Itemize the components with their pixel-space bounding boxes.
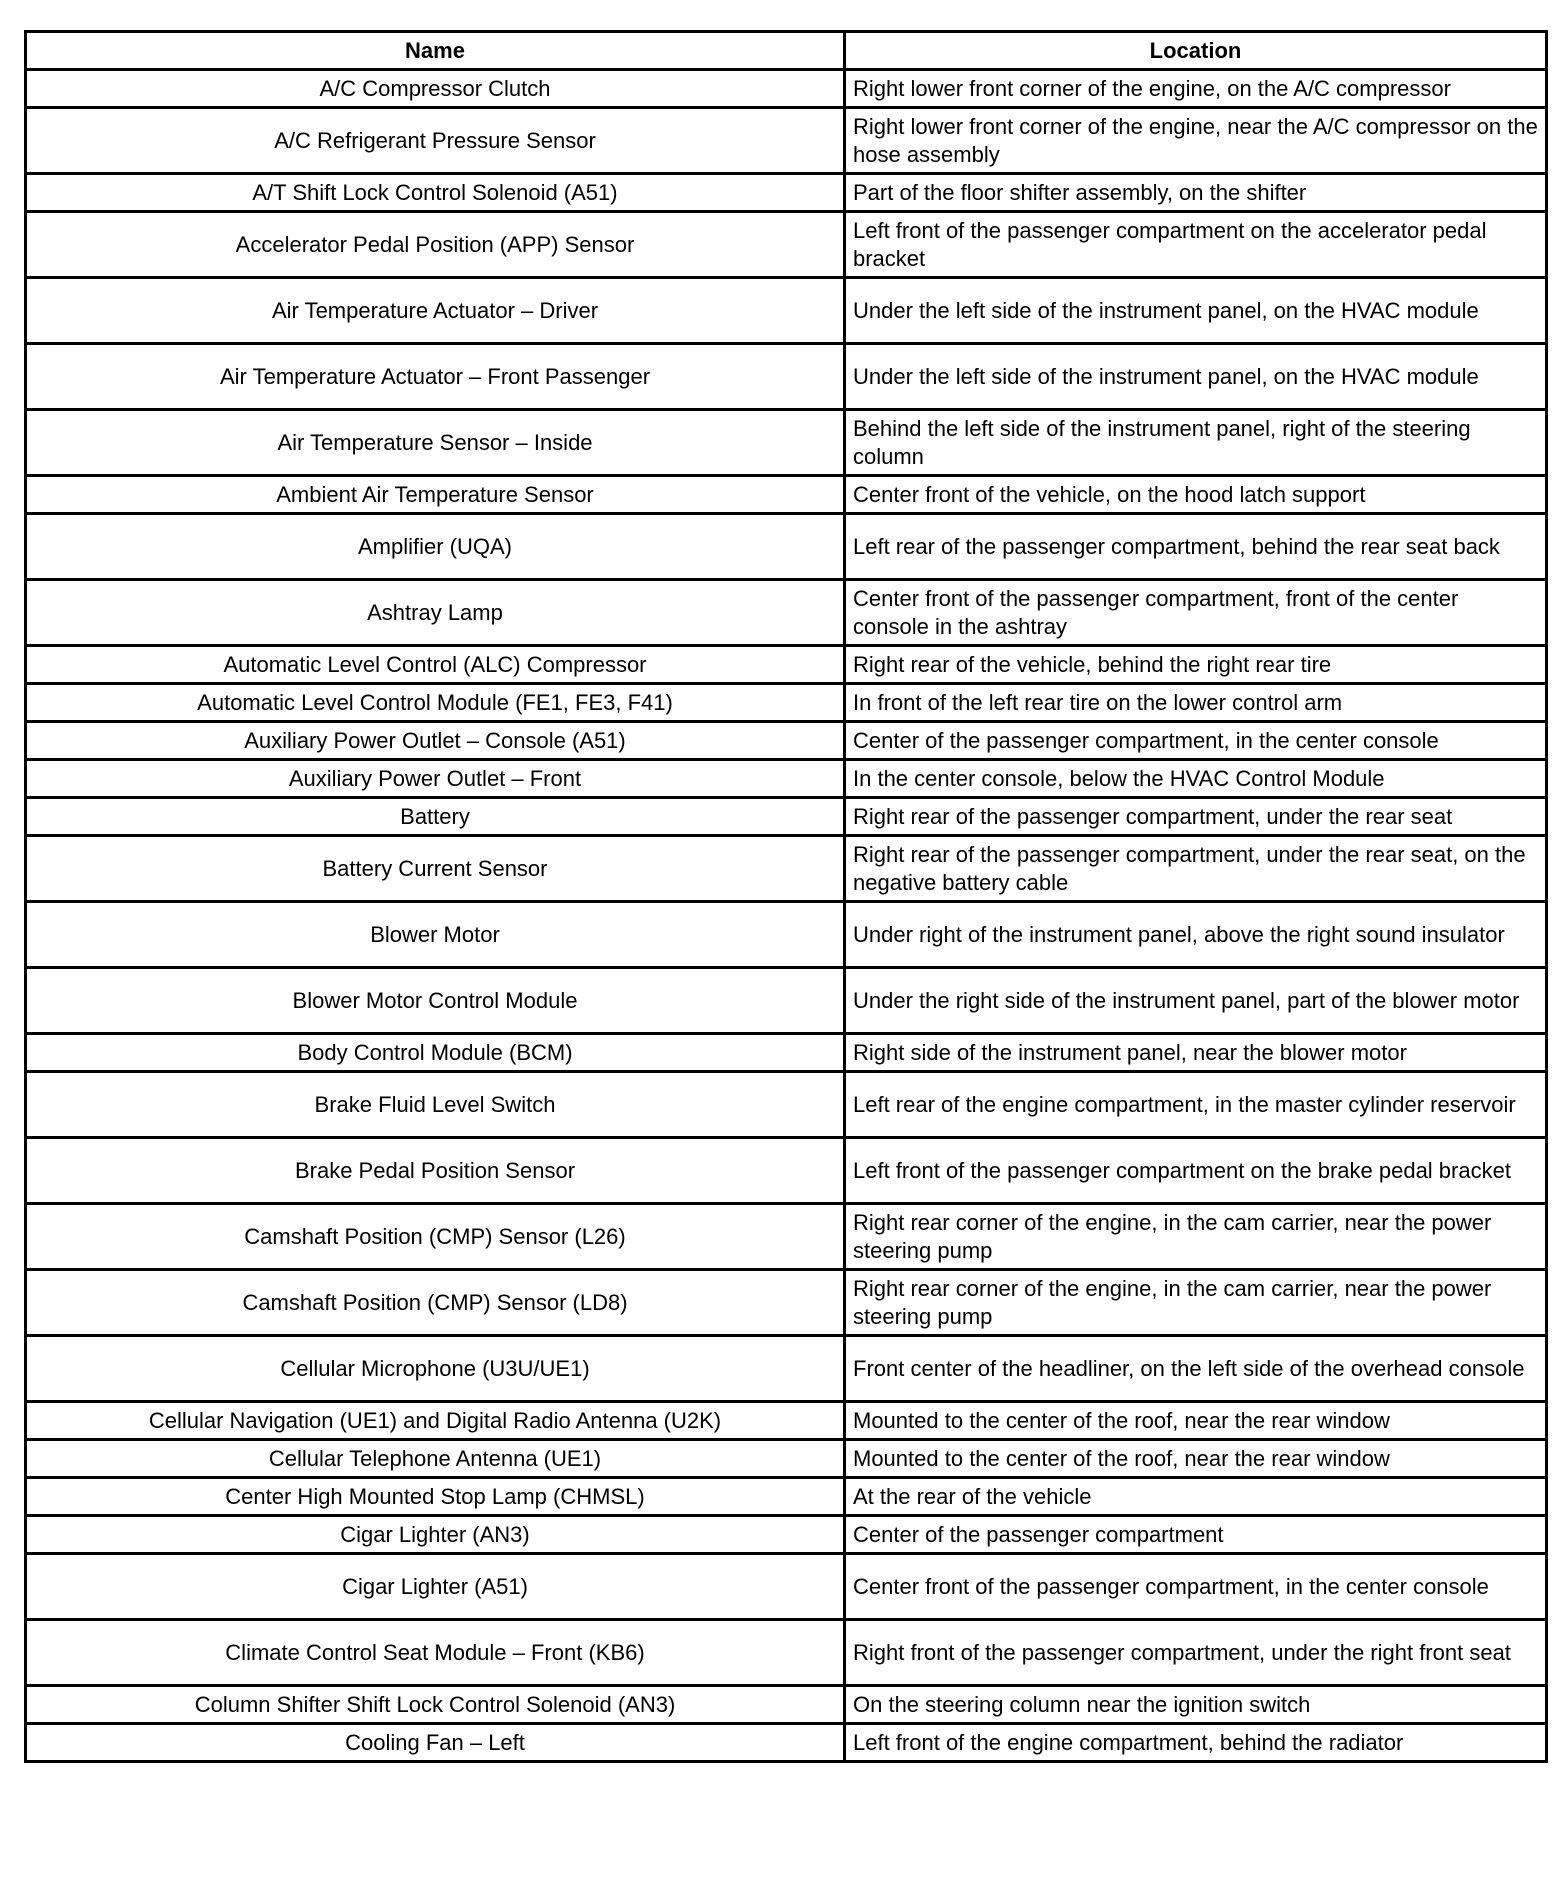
row-location: Right rear of the vehicle, behind the right rear tire — [845, 646, 1547, 684]
table-row — [26, 1072, 1547, 1138]
row-name: Cellular Telephone Antenna (UE1) — [26, 1440, 845, 1478]
table-row — [26, 836, 1547, 902]
row-name: Battery Current Sensor — [26, 836, 845, 902]
row-location: Right front of the passenger compartment, under the right front seat — [845, 1620, 1547, 1686]
table-row — [26, 1686, 1547, 1724]
table-row — [26, 1516, 1547, 1554]
table-row — [26, 212, 1547, 278]
table-row — [26, 1554, 1547, 1620]
row-location: Center of the passenger compartment, in the center console — [845, 722, 1547, 760]
table-row — [26, 902, 1547, 968]
row-location: Left front of the engine compartment, behind the radiator — [845, 1724, 1547, 1762]
row-name: Automatic Level Control Module (FE1, FE3, F41) — [26, 684, 845, 722]
row-location: Right rear corner of the engine, in the cam carrier, near the power steering pump — [845, 1204, 1547, 1270]
row-name: A/T Shift Lock Control Solenoid (A51) — [26, 174, 845, 212]
row-location: Right lower front corner of the engine, on the A/C compressor — [845, 70, 1547, 108]
row-location: Under the right side of the instrument panel, part of the blower motor — [845, 968, 1547, 1034]
table-row — [26, 1440, 1547, 1478]
row-name: Cellular Microphone (U3U/UE1) — [26, 1336, 845, 1402]
row-name: Cigar Lighter (A51) — [26, 1554, 845, 1620]
row-location: Under the left side of the instrument panel, on the HVAC module — [845, 344, 1547, 410]
table-row — [26, 1034, 1547, 1072]
row-location: Right rear of the passenger compartment, under the rear seat — [845, 798, 1547, 836]
table-header-row — [26, 32, 1547, 70]
row-name: A/C Compressor Clutch — [26, 70, 845, 108]
row-name: Air Temperature Actuator – Front Passenger — [26, 344, 845, 410]
row-name: Air Temperature Actuator – Driver — [26, 278, 845, 344]
table-row — [26, 344, 1547, 410]
row-name: Camshaft Position (CMP) Sensor (L26) — [26, 1204, 845, 1270]
row-name: Brake Pedal Position Sensor — [26, 1138, 845, 1204]
row-location: Right rear of the passenger compartment, under the rear seat, on the negative battery cable — [845, 836, 1547, 902]
table-row — [26, 278, 1547, 344]
table-row — [26, 1204, 1547, 1270]
row-location: Under the left side of the instrument panel, on the HVAC module — [845, 278, 1547, 344]
row-name: Ambient Air Temperature Sensor — [26, 476, 845, 514]
row-name: A/C Refrigerant Pressure Sensor — [26, 108, 845, 174]
table-row — [26, 514, 1547, 580]
row-location: Behind the left side of the instrument panel, right of the steering column — [845, 410, 1547, 476]
table-row — [26, 968, 1547, 1034]
table-row — [26, 174, 1547, 212]
row-location: Left front of the passenger compartment on the brake pedal bracket — [845, 1138, 1547, 1204]
row-name: Cigar Lighter (AN3) — [26, 1516, 845, 1554]
row-name: Auxiliary Power Outlet – Console (A51) — [26, 722, 845, 760]
table-row — [26, 1620, 1547, 1686]
row-name: Amplifier (UQA) — [26, 514, 845, 580]
table-row — [26, 1270, 1547, 1336]
row-name: Body Control Module (BCM) — [26, 1034, 845, 1072]
row-name: Accelerator Pedal Position (APP) Sensor — [26, 212, 845, 278]
row-location: Mounted to the center of the roof, near the rear window — [845, 1402, 1547, 1440]
table-row — [26, 646, 1547, 684]
row-name: Automatic Level Control (ALC) Compressor — [26, 646, 845, 684]
row-name: Cooling Fan – Left — [26, 1724, 845, 1762]
table-row — [26, 580, 1547, 646]
table-row — [26, 684, 1547, 722]
row-location: Right lower front corner of the engine, near the A/C compressor on the hose assembly — [845, 108, 1547, 174]
row-location: Left front of the passenger compartment on the accelerator pedal bracket — [845, 212, 1547, 278]
row-name: Cellular Navigation (UE1) and Digital Radio Antenna (U2K) — [26, 1402, 845, 1440]
row-location: Center front of the passenger compartment, in the center console — [845, 1554, 1547, 1620]
component-location-table — [24, 30, 1548, 1763]
row-location: Front center of the headliner, on the left side of the overhead console — [845, 1336, 1547, 1402]
row-location: Part of the floor shifter assembly, on the shifter — [845, 174, 1547, 212]
row-name: Center High Mounted Stop Lamp (CHMSL) — [26, 1478, 845, 1516]
row-location: Under right of the instrument panel, above the right sound insulator — [845, 902, 1547, 968]
row-location: Right side of the instrument panel, near the blower motor — [845, 1034, 1547, 1072]
table-row — [26, 70, 1547, 108]
row-name: Climate Control Seat Module – Front (KB6) — [26, 1620, 845, 1686]
row-location: Center front of the vehicle, on the hood latch support — [845, 476, 1547, 514]
row-name: Blower Motor — [26, 902, 845, 968]
table-row — [26, 798, 1547, 836]
row-location: In the center console, below the HVAC Control Module — [845, 760, 1547, 798]
row-location: At the rear of the vehicle — [845, 1478, 1547, 1516]
row-name: Battery — [26, 798, 845, 836]
row-name: Brake Fluid Level Switch — [26, 1072, 845, 1138]
table-row — [26, 1336, 1547, 1402]
table-row — [26, 410, 1547, 476]
row-location: Right rear corner of the engine, in the cam carrier, near the power steering pump — [845, 1270, 1547, 1336]
table-row — [26, 760, 1547, 798]
table-row — [26, 476, 1547, 514]
row-name: Blower Motor Control Module — [26, 968, 845, 1034]
table-row — [26, 722, 1547, 760]
row-location: Center front of the passenger compartment, front of the center console in the ashtray — [845, 580, 1547, 646]
row-name: Camshaft Position (CMP) Sensor (LD8) — [26, 1270, 845, 1336]
row-location: Left rear of the passenger compartment, behind the rear seat back — [845, 514, 1547, 580]
row-name: Auxiliary Power Outlet – Front — [26, 760, 845, 798]
row-name: Column Shifter Shift Lock Control Solenoid (AN3) — [26, 1686, 845, 1724]
row-location: In front of the left rear tire on the lower control arm — [845, 684, 1547, 722]
row-name: Air Temperature Sensor – Inside — [26, 410, 845, 476]
header-name: Name — [26, 32, 845, 70]
table-row — [26, 1478, 1547, 1516]
table-row — [26, 1724, 1547, 1762]
table-row — [26, 1402, 1547, 1440]
table-row — [26, 1138, 1547, 1204]
table-row — [26, 108, 1547, 174]
row-name: Ashtray Lamp — [26, 580, 845, 646]
row-location: Center of the passenger compartment — [845, 1516, 1547, 1554]
row-location: Mounted to the center of the roof, near the rear window — [845, 1440, 1547, 1478]
component-location-table-wrapper — [24, 30, 1545, 1763]
row-location: Left rear of the engine compartment, in the master cylinder reservoir — [845, 1072, 1547, 1138]
header-location: Location — [845, 32, 1547, 70]
row-location: On the steering column near the ignition switch — [845, 1686, 1547, 1724]
